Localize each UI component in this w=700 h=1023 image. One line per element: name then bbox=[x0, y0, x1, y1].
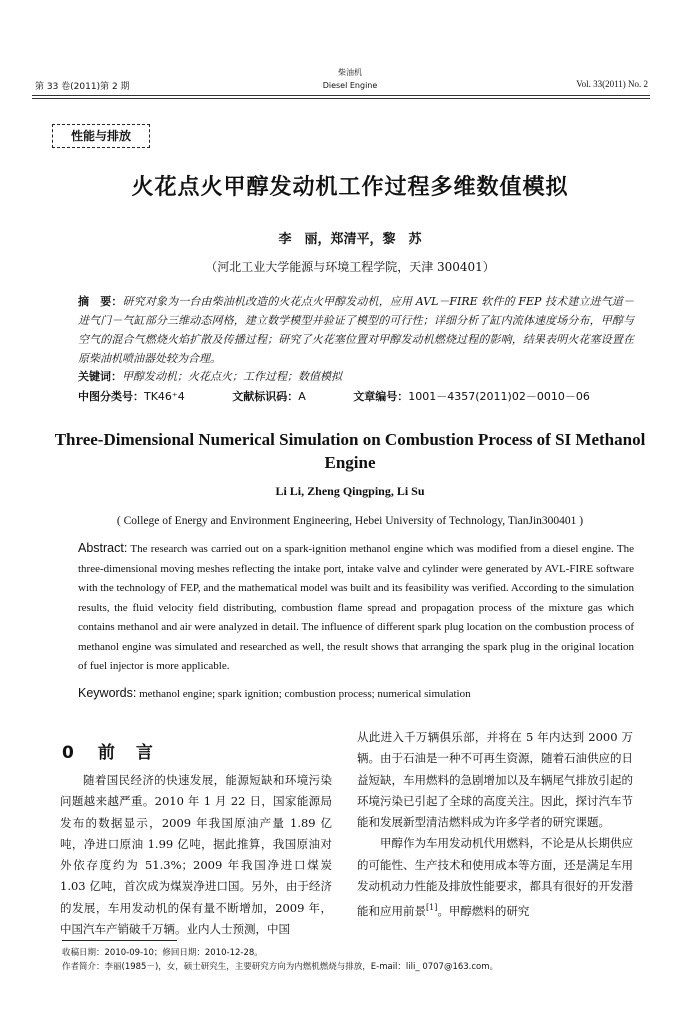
keywords-cn bbox=[78, 368, 634, 384]
affiliation-cn: （河北工业大学能源与环境工程学院，天津 300401） bbox=[205, 260, 495, 274]
body-paragraph-tail: 。甲醇燃料的研究 bbox=[437, 904, 530, 919]
authors-en: Li Li, Zheng Qingping, Li Su bbox=[275, 484, 425, 498]
section-label: 性能与排放 bbox=[52, 124, 150, 148]
journal-name-cn: 柴油机 bbox=[338, 68, 362, 77]
keywords-cn-text: 甲醇发动机；火花点火；工作过程；数值模拟 bbox=[122, 370, 342, 383]
classification-line bbox=[78, 388, 634, 404]
body-paragraph: 从此进入千万辆俱乐部，并将在 5 年内达到 2000 万辆。由于石油是一种不可再生资源，随着石油供应的日益短缺，车用燃料的急剧增加以及车辆尾气排放引起的环境污染已引起了全球的高度关注。因此，探讨汽车节能和发展新型清洁燃料成为许多学者的研究课题。 bbox=[357, 730, 633, 830]
footnote bbox=[62, 946, 642, 974]
footnote-dates: 收稿日期：2010-09-10；修回日期：2010-12-28。 bbox=[62, 948, 263, 958]
keywords-en-text: methanol engine; spark ignition; combustion process; numerical simulation bbox=[139, 688, 471, 700]
body-column-right bbox=[357, 727, 633, 923]
clc-value: TK46⁺4 bbox=[144, 390, 185, 403]
abstract-en bbox=[78, 539, 634, 677]
affiliation-en: ( College of Energy and Environment Engineering, Hebei University of Technology, TianJin300401 ) bbox=[116, 515, 584, 527]
running-header-left: 第 33 卷(2011)第 2 期 bbox=[35, 82, 130, 92]
article-number bbox=[353, 390, 612, 403]
citation-ref: [1] bbox=[426, 903, 438, 913]
section-heading bbox=[62, 738, 155, 763]
journal-name-en: Diesel Engine bbox=[322, 81, 378, 90]
doc-code bbox=[232, 390, 328, 403]
section-title: 前 言 bbox=[97, 743, 155, 763]
footnote-rule bbox=[62, 940, 177, 941]
abstract-cn-label: 摘 要： bbox=[78, 295, 123, 308]
authors-cn: 李 丽，郑清平，黎 苏 bbox=[278, 232, 422, 247]
header-rule bbox=[32, 95, 650, 96]
footnote-author: 作者简介：李丽(1985－)，女，硕士研究生，主要研究方向为内燃机燃烧与排放，E-mail：lili_ 0707@163.com。 bbox=[62, 962, 499, 972]
abstract-cn-text: 研究对象为一台由柴油机改造的火花点火甲醇发动机，应用 AVL－FIRE 软件的 FEP 技术建立进气道－进气门－气缸部分三维动态网格，建立数学模型并验证了模型的可行性；详细分析了缸内流体速度场分布，甲醇与空气的混合气燃烧火焰扩散及传播过程；研究了火花塞位置对甲醇发动机燃烧过程的影响，结果表明火花塞设置在原柴油机喷油器处较为合理。 bbox=[78, 295, 634, 365]
paper-title-en: Three-Dimensional Numerical Simulation on Combustion Process of SI Methanol Engine bbox=[54, 430, 646, 472]
clc-number bbox=[78, 390, 207, 403]
keywords-en bbox=[78, 686, 634, 700]
header-rule-thin bbox=[32, 98, 650, 99]
keywords-en-label: Keywords: bbox=[78, 686, 137, 700]
running-header-center bbox=[280, 66, 420, 92]
running-header-right: Vol. 33(2011) No. 2 bbox=[576, 79, 648, 89]
keywords-cn-label: 关键词： bbox=[78, 370, 122, 383]
body-paragraph-text: 甲醇作为车用发动机代用燃料，不论是从长期供应的可能性、生产技术和使用成本等方面，还是满足车用发动机动力性能及排放性能要求，都具有很好的开发潜能和应用前景 bbox=[357, 836, 633, 919]
doc-value: A bbox=[298, 390, 306, 403]
abstract-cn bbox=[78, 292, 634, 368]
body-column-left bbox=[60, 770, 332, 940]
article-value: 1001－4357(2011)02－0010－06 bbox=[408, 390, 590, 403]
section-number: 0 bbox=[62, 743, 76, 763]
body-paragraph bbox=[357, 833, 633, 922]
paper-title-cn: 火花点火甲醇发动机工作过程多维数值模拟 bbox=[131, 175, 569, 200]
abstract-en-label: Abstract: bbox=[78, 541, 128, 555]
clc-label: 中图分类号： bbox=[78, 390, 144, 403]
doc-label: 文献标识码： bbox=[232, 390, 299, 403]
body-paragraph: 随着国民经济的快速发展，能源短缺和环境污染问题越来越严重。2010 年 1 月 22 日，国家能源局发布的数据显示，2009 年我国原油产量 1.89 亿吨，净进口原油 1.99 亿吨，据此推算，我国原油对外依存度约为 51.3%；2009 年我国净进口煤炭 1.03 亿吨，首次成为煤炭净进口国。另外，由于经济的发展，车用发动机的保有量不断增加，2009 年，中国汽车产销破千万辆。业内人士预测，中国 bbox=[60, 773, 332, 937]
abstract-en-text: The research was carried out on a spark-ignition methanol engine which was modified from a diesel engine. The three-dimensional moving meshes reflecting the intake port, intake valve and cylinder were generated by AVL-FIRE software with the technology of FEP, and the mathematical model was built and its feasibility was verified. According to the simulation results, the fluid velocity field distributing, combustion flame spread and propagation process of the mixture gas which contains methanol and air were analyzed in detail. The influence of different spark plug location on the combustion process of methanol engine was simulated and researched as well, the result shows that arranging the spark plug in the original location of fuel injector is more applicable. bbox=[78, 543, 634, 672]
article-label: 文章编号： bbox=[353, 390, 409, 403]
